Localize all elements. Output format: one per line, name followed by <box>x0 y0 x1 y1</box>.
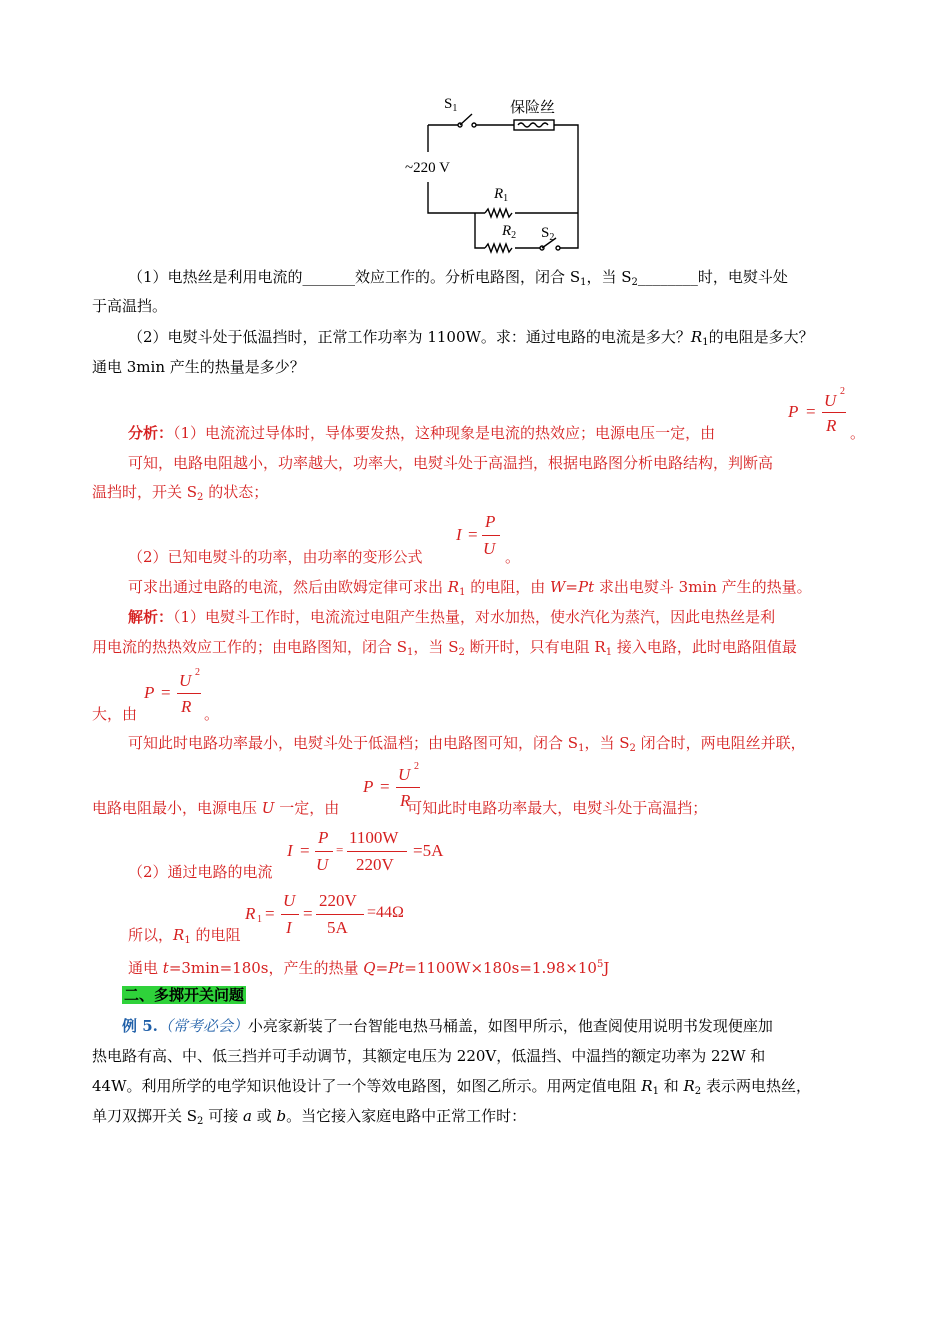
q2-text-b: 的电阻是多大？ <box>708 328 814 346</box>
formula-4-sq: 2 <box>414 761 419 772</box>
solution-sub-2a: 1 <box>407 647 414 658</box>
example-5-text-3c: 表示两电热丝， <box>701 1077 811 1095</box>
formula-6-den: 5A <box>327 918 348 937</box>
formula-1-r: R <box>826 416 837 435</box>
formula-5-eq2: = <box>336 842 344 857</box>
label-voltage: ~220 V <box>405 160 450 176</box>
switch-s1-blade <box>460 114 472 125</box>
question-2-line-2: 通电 3min 产生的热量是多少？ <box>92 358 305 376</box>
formula-5-num: 1100W <box>349 828 399 847</box>
solution-q-pt: Q=Pt <box>363 959 405 977</box>
q1-text-b: ，当 S <box>586 268 632 286</box>
solution-line-7 <box>128 925 240 951</box>
switch-s1-contact <box>472 123 476 127</box>
formula-5-u: U <box>316 855 329 874</box>
solution-line-2 <box>92 637 797 663</box>
example-5-text-3b: 和 <box>658 1077 684 1095</box>
section-heading <box>122 985 246 1005</box>
formula-6-r-sub: 1 <box>257 914 262 925</box>
example-5-line-3 <box>92 1076 811 1102</box>
formula-1-p: P <box>788 402 799 421</box>
formula-3-sq: 2 <box>195 667 200 678</box>
analysis-end-1: 。 <box>850 424 866 442</box>
formula-4-bar <box>396 787 420 788</box>
example-5-line-1 <box>122 1016 773 1036</box>
wire-branch-left <box>475 213 485 248</box>
solution-text-8b: =3min=180s，产生的热量 <box>168 959 364 977</box>
solution-line-3: 大，由 <box>92 705 138 723</box>
solution-text-4a: 可知此时电路功率最小，电熨斗处于低温档；由电路图可知，闭合 S <box>128 734 579 752</box>
formula-5-bar1 <box>315 851 333 852</box>
solution-text-1: （1）电熨斗工作时，电流流过电阻产生热量，对水加热，使水汽化为蒸汽，因此电热丝是利 <box>173 608 776 626</box>
formula-6-u: U <box>283 891 296 910</box>
formula-6-eq2: = <box>303 904 313 923</box>
formula-6-i: I <box>286 918 292 937</box>
solution-text-8a: 通电 <box>128 959 163 977</box>
solution-line-4 <box>128 733 806 759</box>
analysis-line-4: （2）已知电熨斗的功率，由功率的变形公式 <box>128 548 423 566</box>
formula-4-eq: = <box>380 777 390 796</box>
solution-text-2a: 用电流的热热效应工作的；由电路图知，闭合 S <box>92 638 408 656</box>
example-5-r1: R <box>641 1077 653 1095</box>
label-s2 <box>541 225 554 243</box>
formula-5-bar2 <box>347 851 407 852</box>
example-5-text-4c: 或 <box>251 1107 277 1125</box>
analysis-label: 分析： <box>128 424 174 442</box>
question-1-line-1 <box>128 267 788 293</box>
formula-3-r: R <box>181 697 192 716</box>
example-5-text-4b: 可接 <box>203 1107 243 1125</box>
switch-s2-contact <box>556 246 560 250</box>
label-s1 <box>444 96 457 114</box>
example-5-r2: R <box>683 1077 695 1095</box>
formula-6-res: =44Ω <box>367 904 404 921</box>
example-5-a: a <box>242 1107 252 1125</box>
formula-6-num: 220V <box>319 891 357 910</box>
solution-line-8 <box>128 955 609 978</box>
analysis-text-3a: 温挡时，开关 S <box>92 483 198 501</box>
formula-6-r: R <box>245 904 256 923</box>
formula-1-bar <box>822 412 846 413</box>
solution-text-2c: 断开时，只有电阻 R <box>464 638 606 656</box>
formula-1-u: U <box>824 391 837 410</box>
q1-sub-a: 1 <box>580 277 587 288</box>
solution-text-5a: 电路电阻最小，电源电压 <box>92 799 262 817</box>
example-5-r2-sub: 2 <box>694 1086 702 1097</box>
analysis-line-3 <box>92 482 268 508</box>
formula-5-res: =5A <box>413 841 444 860</box>
solution-u: U <box>261 799 275 817</box>
analysis-text-5c: 求出电熨斗 3min 产生的热量。 <box>594 578 812 596</box>
q1-text-c: ________时，电熨斗处 <box>637 268 788 286</box>
solution-line-6: （2）通过电路的电流 <box>128 863 273 881</box>
example-5-r1-sub: 1 <box>652 1086 659 1097</box>
example-5-text-1: 小亮家新装了一台智能电热马桶盖，如图甲所示，他查阅使用说明书发现便座加 <box>247 1017 773 1035</box>
formula-6-eq1: = <box>265 904 275 923</box>
q2-text-a: （2）电熨斗处于低温挡时，正常工作功率为 1100W。求：通过电路的电流是多大？ <box>128 328 691 346</box>
formula-4-u: U <box>398 765 411 784</box>
solution-sub-2c: 1 <box>605 647 613 658</box>
label-fuse: 保险丝 <box>510 100 556 116</box>
formula-6-bar1 <box>281 914 299 915</box>
solution-sub-4a: 1 <box>578 743 585 754</box>
label-r1 <box>494 186 508 204</box>
question-1-line-2: 于高温挡。 <box>92 297 168 315</box>
solution-text-4c: 闭合时，两电阻丝并联， <box>635 734 806 752</box>
formula-5-p: P <box>318 828 329 847</box>
question-2-line-1 <box>128 327 814 353</box>
solution-text-8d: J <box>603 959 610 977</box>
example-5-tag: （常考必会） <box>157 1017 248 1035</box>
example-5-b: b <box>276 1107 287 1125</box>
wire-top-right <box>554 125 578 213</box>
label-r2 <box>502 223 516 241</box>
solution-text-5b: 一定，由 <box>274 799 340 817</box>
solution-end-3: 。 <box>204 705 220 723</box>
formula-2-eq: = <box>468 525 478 544</box>
example-5-label: 例 5. <box>122 1017 158 1035</box>
resistor-r1 <box>485 209 512 217</box>
analysis-line-2: 可知，电路电阻越小，功率越大，功率大，电熨斗处于高温挡，根据电路图分析电路结构，判断高 <box>128 454 774 472</box>
formula-4-r: R <box>400 791 411 810</box>
formula-2-u: U <box>483 539 496 558</box>
formula-1-eq: = <box>806 402 816 421</box>
analysis-r1: R <box>447 578 460 596</box>
formula-6-bar2 <box>316 914 364 915</box>
solution-text-5c: 可知此时电路功率最大，电熨斗处于高温挡； <box>407 799 708 817</box>
example-5-s2-sub: 2 <box>197 1116 204 1127</box>
q2-r: R <box>690 328 703 346</box>
formula-2-bar <box>482 535 500 536</box>
section-title: 二、多掷开关问题 <box>124 986 245 1004</box>
formula-3-eq: = <box>161 683 171 702</box>
wire-branch-right <box>560 213 578 248</box>
label-r1-text: R <box>494 186 504 202</box>
solution-r1-sub: 1 <box>184 935 191 946</box>
analysis-line-1 <box>128 423 715 443</box>
example-5-text-3a: 44W。利用所学的电学知识他设计了一个等效电路图，如图乙所示。用两定值电阻 <box>92 1077 642 1095</box>
example-5-text-4d: 。当它接入家庭电路中正常工作时： <box>286 1107 527 1125</box>
analysis-r1-sub: 1 <box>459 587 466 598</box>
formula-5-den: 220V <box>356 855 394 874</box>
example-5-line-2: 热电路有高、中、低三挡并可手动调节，其额定电压为 220V，低温挡、中温挡的额定功率为 22W 和 <box>92 1047 766 1065</box>
example-5-text-4a: 单刀双掷开关 S <box>92 1107 198 1125</box>
analysis-w-pt: W=Pt <box>550 578 595 596</box>
solution-label: 解析： <box>128 608 174 626</box>
solution-text-2b: ，当 S <box>413 638 459 656</box>
solution-text-4b: ，当 S <box>584 734 630 752</box>
label-s1-text: S <box>444 96 453 112</box>
formula-4-p: P <box>363 777 374 796</box>
solution-exponent: 5 <box>596 959 604 970</box>
solution-text-7a: 所以， <box>128 926 174 944</box>
q1-text-a: （1）电热丝是利用电流的_______效应工作的。分析电路图，闭合 S <box>128 268 581 286</box>
label-s2-sub: 2 <box>549 232 555 243</box>
analysis-text-5a: 可求出通过电路的电流，然后由欧姆定律可求出 <box>128 578 448 596</box>
formula-2-i: I <box>456 525 462 544</box>
analysis-text-5b: 的电阻，由 <box>465 578 550 596</box>
label-r2-text: R <box>502 223 512 239</box>
analysis-text-3b: 的状态； <box>203 483 269 501</box>
solution-sub-2b: 2 <box>458 647 465 658</box>
analysis-text-1: （1）电流流过导体时，导体要发热，这种现象是电流的热效应；电源电压一定，由 <box>173 424 716 442</box>
q2-r-sub: 1 <box>702 337 709 348</box>
analysis-sub-3: 2 <box>197 492 204 503</box>
formula-3-p: P <box>144 683 155 702</box>
solution-r1: R <box>173 926 185 944</box>
analysis-end-4: 。 <box>505 548 521 566</box>
label-s1-sub: 1 <box>452 103 458 114</box>
solution-t: t <box>162 959 169 977</box>
label-s2-text: S <box>541 225 550 241</box>
label-r1-sub: 1 <box>503 193 509 204</box>
formula-1-sq: 2 <box>840 386 845 397</box>
solution-line-1 <box>128 607 775 627</box>
label-r2-sub: 2 <box>511 230 517 241</box>
solution-text-2d: 接入电路，此时电路阻值最 <box>612 638 797 656</box>
solution-sub-4b: 2 <box>629 743 636 754</box>
q1-sub-b: 2 <box>631 277 638 288</box>
solution-text-8c: =1100W×180s=1.98×10 <box>404 959 597 977</box>
formula-5-i: I <box>287 841 293 860</box>
resistor-r2 <box>485 244 512 252</box>
wire-left-bottom <box>428 182 485 213</box>
analysis-line-5 <box>128 577 812 603</box>
formula-5-eq1: = <box>300 841 310 860</box>
formula-3-bar <box>177 693 201 694</box>
formula-2-p: P <box>485 512 496 531</box>
formula-3-u: U <box>179 671 192 690</box>
solution-text-7b: 的电阻 <box>190 926 241 944</box>
example-5-line-4 <box>92 1106 526 1132</box>
fuse-wire <box>518 123 548 127</box>
